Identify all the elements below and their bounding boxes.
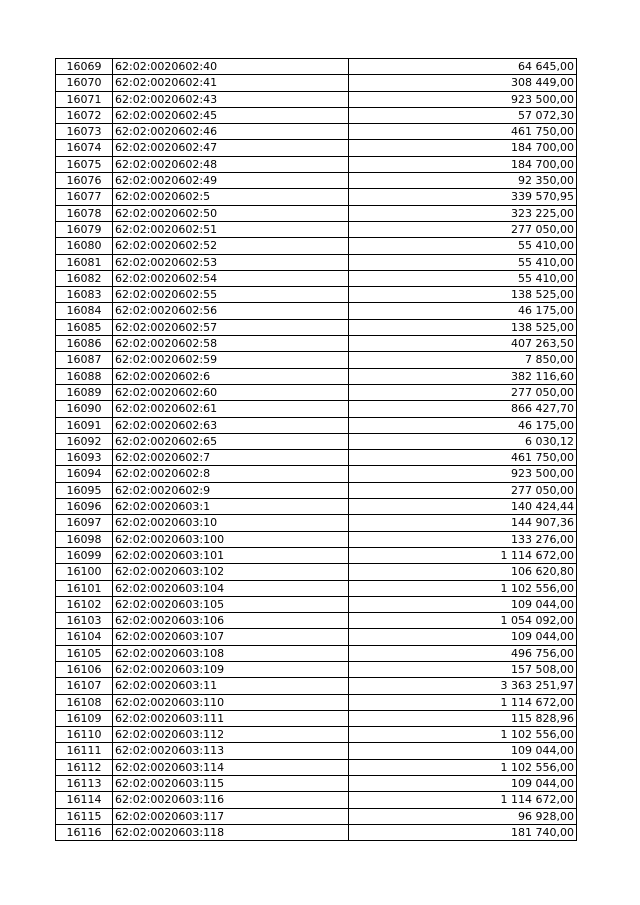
cadastral-value-cell: 96 928,00 xyxy=(349,808,577,824)
cadastral-number-cell: 62:02:0020602:53 xyxy=(113,254,349,270)
cadastral-value-cell: 138 525,00 xyxy=(349,319,577,335)
row-number-cell: 16111 xyxy=(56,743,113,759)
cadastral-value-cell: 308 449,00 xyxy=(349,75,577,91)
row-number-cell: 16105 xyxy=(56,645,113,661)
table-body xyxy=(56,59,577,841)
cadastral-number-cell: 62:02:0020602:51 xyxy=(113,221,349,237)
cadastral-number-cell: 62:02:0020603:116 xyxy=(113,792,349,808)
row-number-cell: 16089 xyxy=(56,384,113,400)
cadastral-value-cell: 866 427,70 xyxy=(349,401,577,417)
table-row xyxy=(56,450,577,466)
cadastral-number-cell: 62:02:0020602:9 xyxy=(113,482,349,498)
row-number-cell: 16081 xyxy=(56,254,113,270)
table-row xyxy=(56,694,577,710)
row-number-cell: 16101 xyxy=(56,580,113,596)
row-number-cell: 16069 xyxy=(56,59,113,75)
table-row xyxy=(56,482,577,498)
cadastral-value-cell: 1 102 556,00 xyxy=(349,759,577,775)
cadastral-value-cell: 1 102 556,00 xyxy=(349,580,577,596)
cadastral-number-cell: 62:02:0020603:109 xyxy=(113,661,349,677)
cadastral-value-cell: 277 050,00 xyxy=(349,482,577,498)
cadastral-value-cell: 7 850,00 xyxy=(349,352,577,368)
cadastral-value-cell: 109 044,00 xyxy=(349,596,577,612)
table-row xyxy=(56,401,577,417)
cadastral-number-cell: 62:02:0020602:59 xyxy=(113,352,349,368)
cadastral-value-cell: 109 044,00 xyxy=(349,629,577,645)
row-number-cell: 16109 xyxy=(56,710,113,726)
cadastral-number-cell: 62:02:0020602:5 xyxy=(113,189,349,205)
cadastral-value-cell: 1 114 672,00 xyxy=(349,792,577,808)
cadastral-number-cell: 62:02:0020603:113 xyxy=(113,743,349,759)
cadastral-number-cell: 62:02:0020602:55 xyxy=(113,287,349,303)
cadastral-value-cell: 157 508,00 xyxy=(349,661,577,677)
cadastral-number-cell: 62:02:0020603:104 xyxy=(113,580,349,596)
cadastral-value-cell: 461 750,00 xyxy=(349,124,577,140)
cadastral-value-cell: 923 500,00 xyxy=(349,91,577,107)
table-row xyxy=(56,221,577,237)
cadastral-value-cell: 109 044,00 xyxy=(349,743,577,759)
table-row xyxy=(56,596,577,612)
cadastral-number-cell: 62:02:0020603:107 xyxy=(113,629,349,645)
row-number-cell: 16080 xyxy=(56,238,113,254)
cadastral-value-cell: 46 175,00 xyxy=(349,303,577,319)
cadastral-value-cell: 55 410,00 xyxy=(349,238,577,254)
cadastral-number-cell: 62:02:0020603:114 xyxy=(113,759,349,775)
table-row xyxy=(56,466,577,482)
cadastral-number-cell: 62:02:0020602:6 xyxy=(113,368,349,384)
cadastral-value-cell: 382 116,60 xyxy=(349,368,577,384)
cadastral-value-cell: 133 276,00 xyxy=(349,531,577,547)
table-row xyxy=(56,678,577,694)
row-number-cell: 16114 xyxy=(56,792,113,808)
row-number-cell: 16106 xyxy=(56,661,113,677)
row-number-cell: 16093 xyxy=(56,450,113,466)
row-number-cell: 16097 xyxy=(56,515,113,531)
row-number-cell: 16103 xyxy=(56,613,113,629)
row-number-cell: 16108 xyxy=(56,694,113,710)
cadastral-value-cell: 6 030,12 xyxy=(349,433,577,449)
row-number-cell: 16086 xyxy=(56,336,113,352)
table-row xyxy=(56,613,577,629)
cadastral-value-cell: 106 620,80 xyxy=(349,564,577,580)
cadastral-number-cell: 62:02:0020602:8 xyxy=(113,466,349,482)
table-row xyxy=(56,759,577,775)
cadastral-number-cell: 62:02:0020602:49 xyxy=(113,173,349,189)
cadastral-number-cell: 62:02:0020602:56 xyxy=(113,303,349,319)
table-row xyxy=(56,808,577,824)
row-number-cell: 16074 xyxy=(56,140,113,156)
cadastral-number-cell: 62:02:0020602:52 xyxy=(113,238,349,254)
cadastral-number-cell: 62:02:0020602:50 xyxy=(113,205,349,221)
table-row xyxy=(56,140,577,156)
table-row xyxy=(56,384,577,400)
cadastral-value-cell: 277 050,00 xyxy=(349,384,577,400)
cadastral-number-cell: 62:02:0020603:106 xyxy=(113,613,349,629)
cadastral-value-cell: 144 907,36 xyxy=(349,515,577,531)
table-row xyxy=(56,336,577,352)
table-row xyxy=(56,173,577,189)
cadastral-number-cell: 62:02:0020602:7 xyxy=(113,450,349,466)
row-number-cell: 16112 xyxy=(56,759,113,775)
cadastral-value-cell: 115 828,96 xyxy=(349,710,577,726)
table-row xyxy=(56,91,577,107)
cadastral-number-cell: 62:02:0020602:54 xyxy=(113,270,349,286)
cadastral-number-cell: 62:02:0020602:47 xyxy=(113,140,349,156)
table-row xyxy=(56,205,577,221)
row-number-cell: 16096 xyxy=(56,499,113,515)
cadastral-number-cell: 62:02:0020603:115 xyxy=(113,776,349,792)
row-number-cell: 16070 xyxy=(56,75,113,91)
row-number-cell: 16083 xyxy=(56,287,113,303)
cadastral-value-table xyxy=(55,58,577,841)
row-number-cell: 16094 xyxy=(56,466,113,482)
table-row xyxy=(56,368,577,384)
row-number-cell: 16104 xyxy=(56,629,113,645)
cadastral-value-cell: 323 225,00 xyxy=(349,205,577,221)
table-row xyxy=(56,352,577,368)
cadastral-value-cell: 339 570,95 xyxy=(349,189,577,205)
table-row xyxy=(56,433,577,449)
cadastral-number-cell: 62:02:0020603:100 xyxy=(113,531,349,547)
cadastral-value-cell: 55 410,00 xyxy=(349,254,577,270)
row-number-cell: 16087 xyxy=(56,352,113,368)
table-row xyxy=(56,531,577,547)
row-number-cell: 16075 xyxy=(56,156,113,172)
cadastral-value-cell: 109 044,00 xyxy=(349,776,577,792)
cadastral-value-cell: 1 114 672,00 xyxy=(349,694,577,710)
cadastral-number-cell: 62:02:0020602:41 xyxy=(113,75,349,91)
row-number-cell: 16088 xyxy=(56,368,113,384)
cadastral-value-cell: 140 424,44 xyxy=(349,499,577,515)
cadastral-value-cell: 64 645,00 xyxy=(349,59,577,75)
table-row xyxy=(56,629,577,645)
cadastral-number-cell: 62:02:0020602:48 xyxy=(113,156,349,172)
cadastral-value-cell: 3 363 251,97 xyxy=(349,678,577,694)
row-number-cell: 16071 xyxy=(56,91,113,107)
cadastral-number-cell: 62:02:0020603:108 xyxy=(113,645,349,661)
row-number-cell: 16079 xyxy=(56,221,113,237)
cadastral-value-cell: 1 054 092,00 xyxy=(349,613,577,629)
cadastral-number-cell: 62:02:0020603:11 xyxy=(113,678,349,694)
table-row xyxy=(56,580,577,596)
table-row xyxy=(56,743,577,759)
cadastral-number-cell: 62:02:0020603:110 xyxy=(113,694,349,710)
table-row xyxy=(56,254,577,270)
row-number-cell: 16100 xyxy=(56,564,113,580)
table-row xyxy=(56,303,577,319)
cadastral-number-cell: 62:02:0020603:105 xyxy=(113,596,349,612)
row-number-cell: 16082 xyxy=(56,270,113,286)
cadastral-number-cell: 62:02:0020603:1 xyxy=(113,499,349,515)
row-number-cell: 16085 xyxy=(56,319,113,335)
table-row xyxy=(56,499,577,515)
row-number-cell: 16102 xyxy=(56,596,113,612)
table-row xyxy=(56,792,577,808)
cadastral-number-cell: 62:02:0020602:60 xyxy=(113,384,349,400)
table-row xyxy=(56,238,577,254)
cadastral-number-cell: 62:02:0020603:117 xyxy=(113,808,349,824)
row-number-cell: 16107 xyxy=(56,678,113,694)
cadastral-number-cell: 62:02:0020603:10 xyxy=(113,515,349,531)
table-row xyxy=(56,547,577,563)
table-row xyxy=(56,710,577,726)
table-row xyxy=(56,645,577,661)
row-number-cell: 16092 xyxy=(56,433,113,449)
row-number-cell: 16115 xyxy=(56,808,113,824)
row-number-cell: 16116 xyxy=(56,824,113,840)
table-row xyxy=(56,107,577,123)
row-number-cell: 16084 xyxy=(56,303,113,319)
cadastral-number-cell: 62:02:0020603:111 xyxy=(113,710,349,726)
cadastral-number-cell: 62:02:0020603:102 xyxy=(113,564,349,580)
cadastral-value-cell: 55 410,00 xyxy=(349,270,577,286)
table-row xyxy=(56,776,577,792)
cadastral-value-cell: 1 102 556,00 xyxy=(349,727,577,743)
cadastral-value-cell: 461 750,00 xyxy=(349,450,577,466)
cadastral-value-cell: 181 740,00 xyxy=(349,824,577,840)
cadastral-number-cell: 62:02:0020602:57 xyxy=(113,319,349,335)
table-row xyxy=(56,417,577,433)
cadastral-value-cell: 184 700,00 xyxy=(349,156,577,172)
table-row xyxy=(56,287,577,303)
row-number-cell: 16095 xyxy=(56,482,113,498)
cadastral-number-cell: 62:02:0020603:112 xyxy=(113,727,349,743)
table-row xyxy=(56,824,577,840)
cadastral-number-cell: 62:02:0020602:45 xyxy=(113,107,349,123)
cadastral-value-cell: 138 525,00 xyxy=(349,287,577,303)
table-row xyxy=(56,75,577,91)
row-number-cell: 16110 xyxy=(56,727,113,743)
cadastral-number-cell: 62:02:0020602:58 xyxy=(113,336,349,352)
row-number-cell: 16076 xyxy=(56,173,113,189)
row-number-cell: 16091 xyxy=(56,417,113,433)
table-row xyxy=(56,515,577,531)
table-row xyxy=(56,564,577,580)
table-row xyxy=(56,59,577,75)
row-number-cell: 16098 xyxy=(56,531,113,547)
row-number-cell: 16090 xyxy=(56,401,113,417)
cadastral-number-cell: 62:02:0020603:118 xyxy=(113,824,349,840)
cadastral-number-cell: 62:02:0020602:40 xyxy=(113,59,349,75)
cadastral-value-cell: 923 500,00 xyxy=(349,466,577,482)
row-number-cell: 16078 xyxy=(56,205,113,221)
cadastral-value-cell: 184 700,00 xyxy=(349,140,577,156)
row-number-cell: 16077 xyxy=(56,189,113,205)
cadastral-number-cell: 62:02:0020603:101 xyxy=(113,547,349,563)
cadastral-number-cell: 62:02:0020602:43 xyxy=(113,91,349,107)
table-row xyxy=(56,661,577,677)
table-row xyxy=(56,727,577,743)
table-row xyxy=(56,156,577,172)
cadastral-value-cell: 92 350,00 xyxy=(349,173,577,189)
cadastral-number-cell: 62:02:0020602:63 xyxy=(113,417,349,433)
row-number-cell: 16072 xyxy=(56,107,113,123)
table-row xyxy=(56,319,577,335)
cadastral-number-cell: 62:02:0020602:46 xyxy=(113,124,349,140)
row-number-cell: 16073 xyxy=(56,124,113,140)
table-row xyxy=(56,189,577,205)
cadastral-value-cell: 1 114 672,00 xyxy=(349,547,577,563)
cadastral-value-cell: 496 756,00 xyxy=(349,645,577,661)
row-number-cell: 16099 xyxy=(56,547,113,563)
table-row xyxy=(56,270,577,286)
table-row xyxy=(56,124,577,140)
cadastral-value-cell: 277 050,00 xyxy=(349,221,577,237)
cadastral-value-cell: 407 263,50 xyxy=(349,336,577,352)
cadastral-number-cell: 62:02:0020602:65 xyxy=(113,433,349,449)
cadastral-value-cell: 46 175,00 xyxy=(349,417,577,433)
cadastral-value-cell: 57 072,30 xyxy=(349,107,577,123)
row-number-cell: 16113 xyxy=(56,776,113,792)
cadastral-number-cell: 62:02:0020602:61 xyxy=(113,401,349,417)
